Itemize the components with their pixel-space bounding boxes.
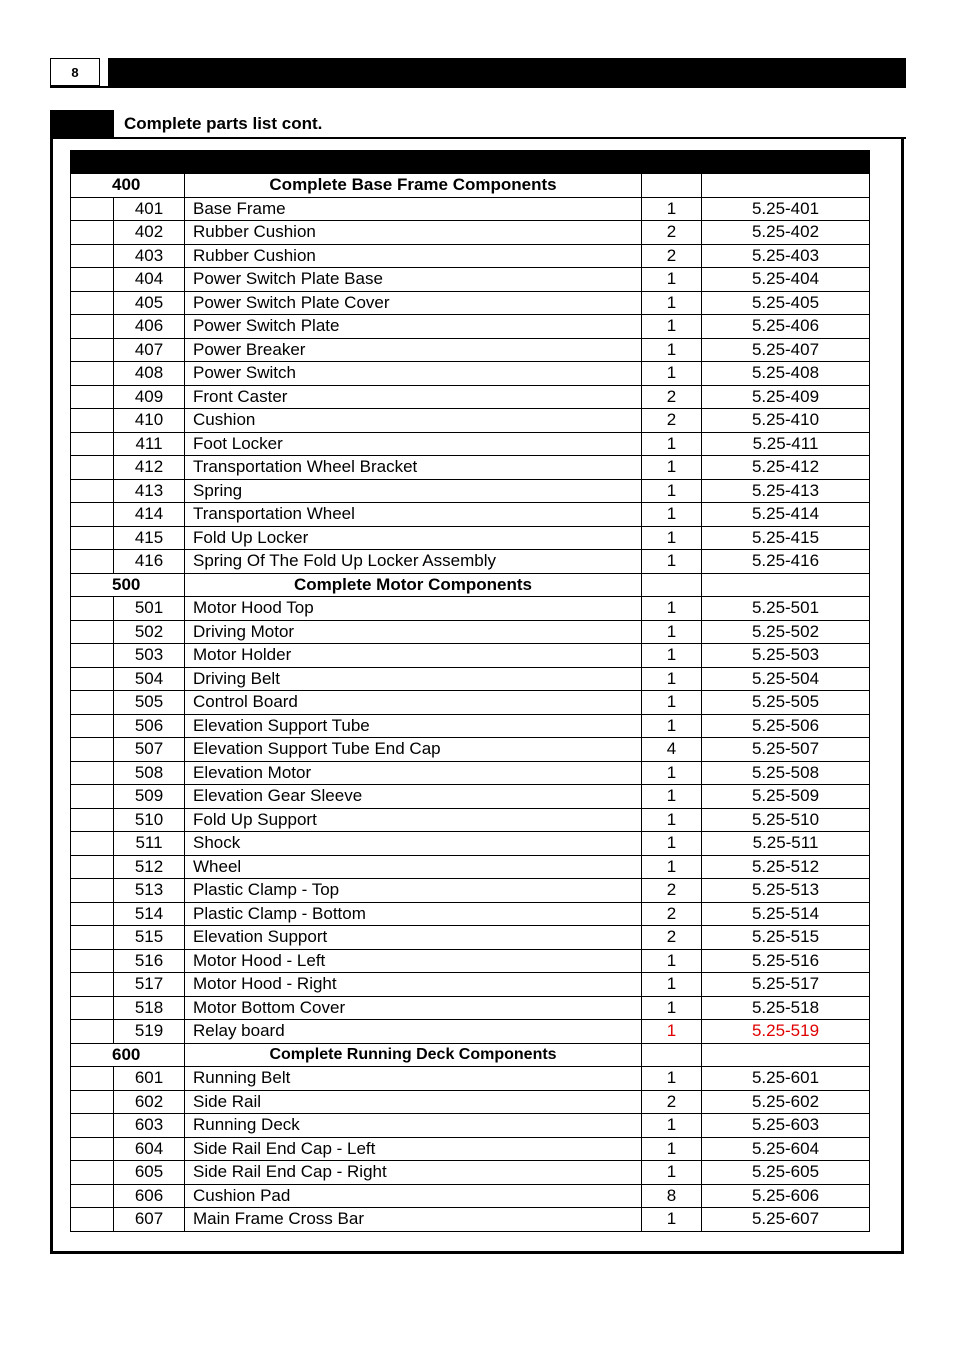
item-part-number: 5.25-403 [701,245,870,268]
table-row [70,550,870,574]
item-description: Driving Belt [184,668,641,691]
item-number: 404 [113,268,184,291]
item-part-number: 5.25-407 [701,339,870,362]
item-description: Power Switch Plate Cover [184,292,641,315]
table-row [70,715,870,739]
row-indent-cell [70,997,113,1020]
item-number: 406 [113,315,184,338]
item-number: 603 [113,1114,184,1137]
row-indent-cell [70,456,113,479]
item-part-number: 5.25-411 [701,433,870,456]
row-indent-cell [70,1114,113,1137]
item-part-number: 5.25-406 [701,315,870,338]
row-indent-cell [70,1091,113,1114]
item-quantity: 1 [641,973,701,996]
item-number: 405 [113,292,184,315]
item-quantity: 1 [641,997,701,1020]
item-part-number: 5.25-603 [701,1114,870,1137]
item-part-number: 5.25-601 [701,1067,870,1090]
table-row [70,738,870,762]
item-quantity: 1 [641,1114,701,1137]
group-part-cell [701,574,870,597]
table-row [70,1114,870,1138]
item-part-number: 5.25-514 [701,903,870,926]
item-description: Motor Hood - Right [184,973,641,996]
row-indent-cell [70,386,113,409]
group-header-row [70,574,870,598]
group-code: 400 [70,174,184,197]
item-number: 407 [113,339,184,362]
row-indent-cell [70,198,113,221]
table-row [70,527,870,551]
row-indent-cell [70,738,113,761]
item-description: Elevation Support [184,926,641,949]
row-indent-cell [70,597,113,620]
item-description: Fold Up Support [184,809,641,832]
item-description: Power Breaker [184,339,641,362]
item-description: Plastic Clamp - Top [184,879,641,902]
group-part-cell [701,1044,870,1067]
group-title: Complete Running Deck Components [184,1044,641,1067]
table-row [70,433,870,457]
item-part-number: 5.25-508 [701,762,870,785]
item-quantity: 1 [641,1161,701,1184]
group-code: 600 [70,1044,184,1067]
group-code: 500 [70,574,184,597]
item-quantity: 4 [641,738,701,761]
item-quantity: 1 [641,433,701,456]
item-description: Motor Bottom Cover [184,997,641,1020]
item-number: 605 [113,1161,184,1184]
item-number: 503 [113,644,184,667]
item-part-number: 5.25-408 [701,362,870,385]
group-title: Complete Base Frame Components [184,174,641,197]
row-indent-cell [70,926,113,949]
row-indent-cell [70,950,113,973]
table-row [70,1208,870,1232]
item-part-number: 5.25-515 [701,926,870,949]
item-description: Relay board [184,1020,641,1043]
item-part-number: 5.25-510 [701,809,870,832]
row-indent-cell [70,644,113,667]
item-description: Transportation Wheel Bracket [184,456,641,479]
row-indent-cell [70,691,113,714]
item-part-number: 5.25-404 [701,268,870,291]
item-number: 519 [113,1020,184,1043]
row-indent-cell [70,1138,113,1161]
item-quantity: 1 [641,691,701,714]
table-row [70,691,870,715]
row-indent-cell [70,362,113,385]
item-quantity: 8 [641,1185,701,1208]
item-description: Plastic Clamp - Bottom [184,903,641,926]
table-row [70,1161,870,1185]
item-part-number: 5.25-506 [701,715,870,738]
item-quantity: 1 [641,503,701,526]
item-part-number: 5.25-413 [701,480,870,503]
item-quantity: 1 [641,621,701,644]
table-row [70,997,870,1021]
item-description: Power Switch [184,362,641,385]
table-row [70,1067,870,1091]
row-indent-cell [70,339,113,362]
item-quantity: 1 [641,597,701,620]
item-quantity: 1 [641,315,701,338]
item-number: 412 [113,456,184,479]
item-number: 607 [113,1208,184,1231]
row-indent-cell [70,315,113,338]
table-row [70,362,870,386]
row-indent-cell [70,668,113,691]
item-quantity: 1 [641,785,701,808]
item-description: Base Frame [184,198,641,221]
row-indent-cell [70,973,113,996]
row-indent-cell [70,832,113,855]
item-number: 409 [113,386,184,409]
row-indent-cell [70,879,113,902]
item-description: Spring Of The Fold Up Locker Assembly [184,550,641,573]
row-indent-cell [70,856,113,879]
row-indent-cell [70,621,113,644]
item-quantity: 1 [641,339,701,362]
item-number: 506 [113,715,184,738]
header-rule [50,86,906,88]
item-number: 414 [113,503,184,526]
row-indent-cell [70,409,113,432]
item-number: 402 [113,221,184,244]
group-qty-cell [641,574,701,597]
table-row [70,198,870,222]
item-part-number: 5.25-410 [701,409,870,432]
item-part-number: 5.25-415 [701,527,870,550]
item-quantity: 1 [641,292,701,315]
item-quantity: 1 [641,456,701,479]
table-row [70,785,870,809]
item-number: 601 [113,1067,184,1090]
row-indent-cell [70,1020,113,1043]
item-quantity: 2 [641,221,701,244]
item-quantity: 1 [641,198,701,221]
group-qty-cell [641,1044,701,1067]
table-row [70,973,870,997]
item-number: 510 [113,809,184,832]
item-part-number: 5.25-505 [701,691,870,714]
item-description: Rubber Cushion [184,221,641,244]
item-description: Cushion [184,409,641,432]
item-quantity: 1 [641,950,701,973]
table-row [70,621,870,645]
item-number: 509 [113,785,184,808]
item-part-number: 5.25-502 [701,621,870,644]
table-row [70,268,870,292]
table-row [70,644,870,668]
item-description: Fold Up Locker [184,527,641,550]
item-quantity: 2 [641,409,701,432]
table-row [70,597,870,621]
row-indent-cell [70,527,113,550]
item-number: 416 [113,550,184,573]
table-row [70,1091,870,1115]
row-indent-cell [70,1208,113,1231]
table-row [70,1185,870,1209]
row-indent-cell [70,503,113,526]
item-quantity: 2 [641,386,701,409]
item-description: Elevation Support Tube End Cap [184,738,641,761]
item-number: 514 [113,903,184,926]
item-number: 401 [113,198,184,221]
item-description: Side Rail End Cap - Right [184,1161,641,1184]
item-part-number: 5.25-416 [701,550,870,573]
item-number: 511 [113,832,184,855]
item-number: 408 [113,362,184,385]
parts-table [70,174,870,1232]
item-part-number: 5.25-605 [701,1161,870,1184]
item-number: 516 [113,950,184,973]
item-quantity: 2 [641,926,701,949]
item-part-number: 5.25-512 [701,856,870,879]
table-row [70,879,870,903]
item-number: 517 [113,973,184,996]
item-number: 403 [113,245,184,268]
item-part-number: 5.25-606 [701,1185,870,1208]
table-row [70,832,870,856]
item-part-number: 5.25-602 [701,1091,870,1114]
item-quantity: 1 [641,1067,701,1090]
item-number: 502 [113,621,184,644]
row-indent-cell [70,268,113,291]
group-title: Complete Motor Components [184,574,641,597]
item-description: Side Rail End Cap - Left [184,1138,641,1161]
item-number: 602 [113,1091,184,1114]
item-quantity: 2 [641,1091,701,1114]
item-part-number: 5.25-518 [701,997,870,1020]
item-number: 606 [113,1185,184,1208]
item-description: Wheel [184,856,641,879]
item-quantity: 1 [641,550,701,573]
item-part-number: 5.25-409 [701,386,870,409]
item-quantity: 1 [641,1020,701,1043]
row-indent-cell [70,785,113,808]
item-description: Main Frame Cross Bar [184,1208,641,1231]
table-row [70,292,870,316]
table-row [70,950,870,974]
table-row [70,903,870,927]
item-part-number: 5.25-607 [701,1208,870,1231]
item-number: 508 [113,762,184,785]
table-row [70,1138,870,1162]
item-number: 604 [113,1138,184,1161]
table-row [70,668,870,692]
item-quantity: 2 [641,245,701,268]
item-part-number: 5.25-412 [701,456,870,479]
item-part-number: 5.25-509 [701,785,870,808]
table-row [70,503,870,527]
item-number: 513 [113,879,184,902]
row-indent-cell [70,1067,113,1090]
item-quantity: 1 [641,644,701,667]
item-quantity: 1 [641,1208,701,1231]
item-description: Motor Hood - Left [184,950,641,973]
item-description: Power Switch Plate [184,315,641,338]
group-header-row [70,1044,870,1068]
item-number: 501 [113,597,184,620]
row-indent-cell [70,433,113,456]
item-quantity: 1 [641,480,701,503]
table-row [70,809,870,833]
item-number: 410 [113,409,184,432]
row-indent-cell [70,715,113,738]
item-quantity: 1 [641,856,701,879]
item-number: 515 [113,926,184,949]
page-number: 8 [50,58,100,86]
table-row [70,856,870,880]
item-number: 504 [113,668,184,691]
item-description: Power Switch Plate Base [184,268,641,291]
item-part-number: 5.25-402 [701,221,870,244]
item-number: 518 [113,997,184,1020]
group-part-cell [701,174,870,197]
item-quantity: 1 [641,268,701,291]
item-part-number: 5.25-405 [701,292,870,315]
row-indent-cell [70,245,113,268]
table-row [70,1020,870,1044]
item-description: Running Belt [184,1067,641,1090]
section-tab [50,110,114,138]
item-part-number: 5.25-516 [701,950,870,973]
item-part-number: 5.25-503 [701,644,870,667]
row-indent-cell [70,550,113,573]
item-description: Cushion Pad [184,1185,641,1208]
section-title: Complete parts list cont. [124,114,323,133]
header-bar [108,58,906,86]
row-indent-cell [70,1185,113,1208]
item-quantity: 1 [641,668,701,691]
item-part-number: 5.25-414 [701,503,870,526]
row-indent-cell [70,903,113,926]
item-description: Running Deck [184,1114,641,1137]
item-part-number: 5.25-517 [701,973,870,996]
item-description: Rubber Cushion [184,245,641,268]
table-row [70,926,870,950]
item-description: Elevation Motor [184,762,641,785]
item-part-number: 5.25-511 [701,832,870,855]
item-description: Shock [184,832,641,855]
item-description: Front Caster [184,386,641,409]
item-part-number: 5.25-604 [701,1138,870,1161]
item-number: 512 [113,856,184,879]
table-row [70,480,870,504]
item-quantity: 2 [641,903,701,926]
item-description: Motor Hood Top [184,597,641,620]
item-description: Side Rail [184,1091,641,1114]
item-number: 411 [113,433,184,456]
table-header-bar [70,150,870,174]
table-row [70,221,870,245]
item-number: 505 [113,691,184,714]
group-qty-cell [641,174,701,197]
item-part-number: 5.25-513 [701,879,870,902]
row-indent-cell [70,292,113,315]
item-number: 413 [113,480,184,503]
table-row [70,409,870,433]
item-description: Foot Locker [184,433,641,456]
item-quantity: 1 [641,762,701,785]
item-quantity: 1 [641,362,701,385]
item-part-number: 5.25-501 [701,597,870,620]
item-part-number: 5.25-504 [701,668,870,691]
item-part-number: 5.25-401 [701,198,870,221]
item-description: Spring [184,480,641,503]
item-description: Elevation Support Tube [184,715,641,738]
item-quantity: 1 [641,809,701,832]
item-description: Elevation Gear Sleeve [184,785,641,808]
table-row [70,245,870,269]
item-description: Driving Motor [184,621,641,644]
item-description: Transportation Wheel [184,503,641,526]
item-quantity: 1 [641,527,701,550]
row-indent-cell [70,480,113,503]
row-indent-cell [70,762,113,785]
row-indent-cell [70,809,113,832]
item-part-number: 5.25-519 [701,1020,870,1043]
item-quantity: 1 [641,832,701,855]
group-header-row [70,174,870,198]
table-row [70,339,870,363]
table-row [70,315,870,339]
item-quantity: 2 [641,879,701,902]
item-quantity: 1 [641,1138,701,1161]
item-description: Control Board [184,691,641,714]
row-indent-cell [70,221,113,244]
item-number: 415 [113,527,184,550]
table-row [70,456,870,480]
item-number: 507 [113,738,184,761]
item-description: Motor Holder [184,644,641,667]
item-part-number: 5.25-507 [701,738,870,761]
table-row [70,762,870,786]
table-row [70,386,870,410]
item-quantity: 1 [641,715,701,738]
row-indent-cell [70,1161,113,1184]
